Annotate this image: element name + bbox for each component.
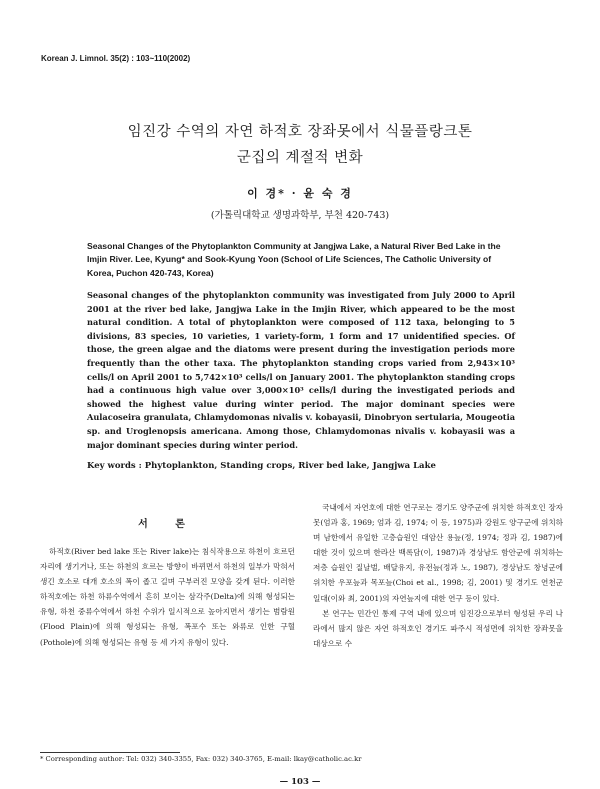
english-title-block: Seasonal Changes of the Phytoplankton Community at Jangjwa Lake, a Natural River Bed Lake in the Imjin River. Lee, Kyung* and Sook-Kyung Yoon (School of Life Sciences, The Catholic University of Korea, Puchon 420-743, Korea) [87, 241, 501, 278]
corresponding-author-footnote: * Corresponding author: Tel: 032) 340-3355, Fax: 032) 340-3765, E-mail: lkay@catholic.ac.kr [40, 755, 362, 763]
authors: 이 경* · 윤 숙 경 [247, 187, 353, 200]
section-heading-introduction: 서 론 [138, 519, 197, 530]
introduction-left-column: 하적호(River bed lake 또는 River lake)는 침식작용으로 하천이 흐르던 자리에 생기거나, 또는 하천의 흐르는 방향이 바뀌면서 하천의 일부가 막혀서 생긴 호소로 대개 호소의 폭이 좁고 길며 구부러진 모양을 갖게 된다. 이러한 하적호에는 하천 하류수역에서 흔히 보이는 삼각주(Delta)에 의해 형성되는 유형, 하천 중류수역에서 하천 수위가 일시적으로 높아지면서 생기는 범람원(Flood Plain)에 의해 형성되는 유형, 폭포수 또는 와류로 인한 구혈(Pothole)에 의해 형성되는 유형 등 세 가지 유형이 있다. [40, 547, 295, 647]
abstract: Seasonal changes of the phytoplankton community was investigated from July 2000 to April 2001 at the river bed lake, Jangjwa Lake in the Imjin River, which appeared to be the most natural condition. A total of phytoplankton were composed of 112 taxa, belonging to 5 divisions, 83 species, 10 varieties, 1 variety-form, 1 form and 17 unidentified species. Of those, the green algae and the diatoms were present during the investigation periods more frequently than the other taxa. The phytoplankton standing crops varied from 2,943×10³ cells/l on April 2001 to 5,742×10³ cells/l on January 2001. The phytoplankton standing crops had a continuous high value over 3,000×10³ cells/l during the investigated periods and showed the highest value during winter period. The major dominant species were Aulacoseira granulata, Chlamydomonas nivalis v. kobayasii, Dinobryon sertularia, Mougeotia sp. and Uroglenopsis americana. Among those, Chlamydomonas nivalis v. kobayasii was a major dominant species during winter period. [87, 290, 515, 450]
korean-title-line-2: 군집의 계절적 변화 [236, 150, 364, 166]
footnote-divider [40, 752, 180, 753]
right-column-paragraph-2: 본 연구는 민간인 통제 구역 내에 있으며 임진강으로부터 형성된 우리 나라에서 많지 않은 자연 하적호인 경기도 파주시 적성면에 위치한 장좌못을 대상으로 수 [313, 608, 563, 648]
keywords: Key words : Phytoplankton, Standing crops, River bed lake, Jangjwa Lake [87, 461, 436, 471]
journal-citation: Korean J. Limnol. 35(2) : 103~110(2002) [41, 54, 191, 63]
introduction-right-column [313, 500, 563, 651]
affiliation: (가톨릭대학교 생명과학부, 부천 420-743) [210, 210, 390, 221]
page-number: — 103 — [279, 777, 321, 787]
korean-title-line-1: 임진강 수역의 자연 하적호 장좌못에서 식물플랑크톤 [127, 124, 473, 140]
right-column-paragraph-1: 국내에서 자연호에 대한 연구로는 경기도 양주군에 위치한 하적호인 장자못(엄과 홍, 1969; 엄과 김, 1974; 이 등, 1975)과 강원도 양구군에 위치하며 남한에서 유일한 고층습원인 대암산 용늪(정, 1974; 정과 김, 1987)에 대한 것이 있으며 한라산 백록담(이, 1987)과 경상남도 함안군에 위치하는 저층 습원인 질날벌, 배달유지, 유전늪(정과 노, 1987), 경상남도 창녕군에 위치한 우포늪과 목포늪(Choi et al., 1998; 김, 2001) 및 경기도 연천군 일대(이와 최, 2001)의 자연늪지에 대한 연구 등이 있다. [313, 503, 563, 603]
